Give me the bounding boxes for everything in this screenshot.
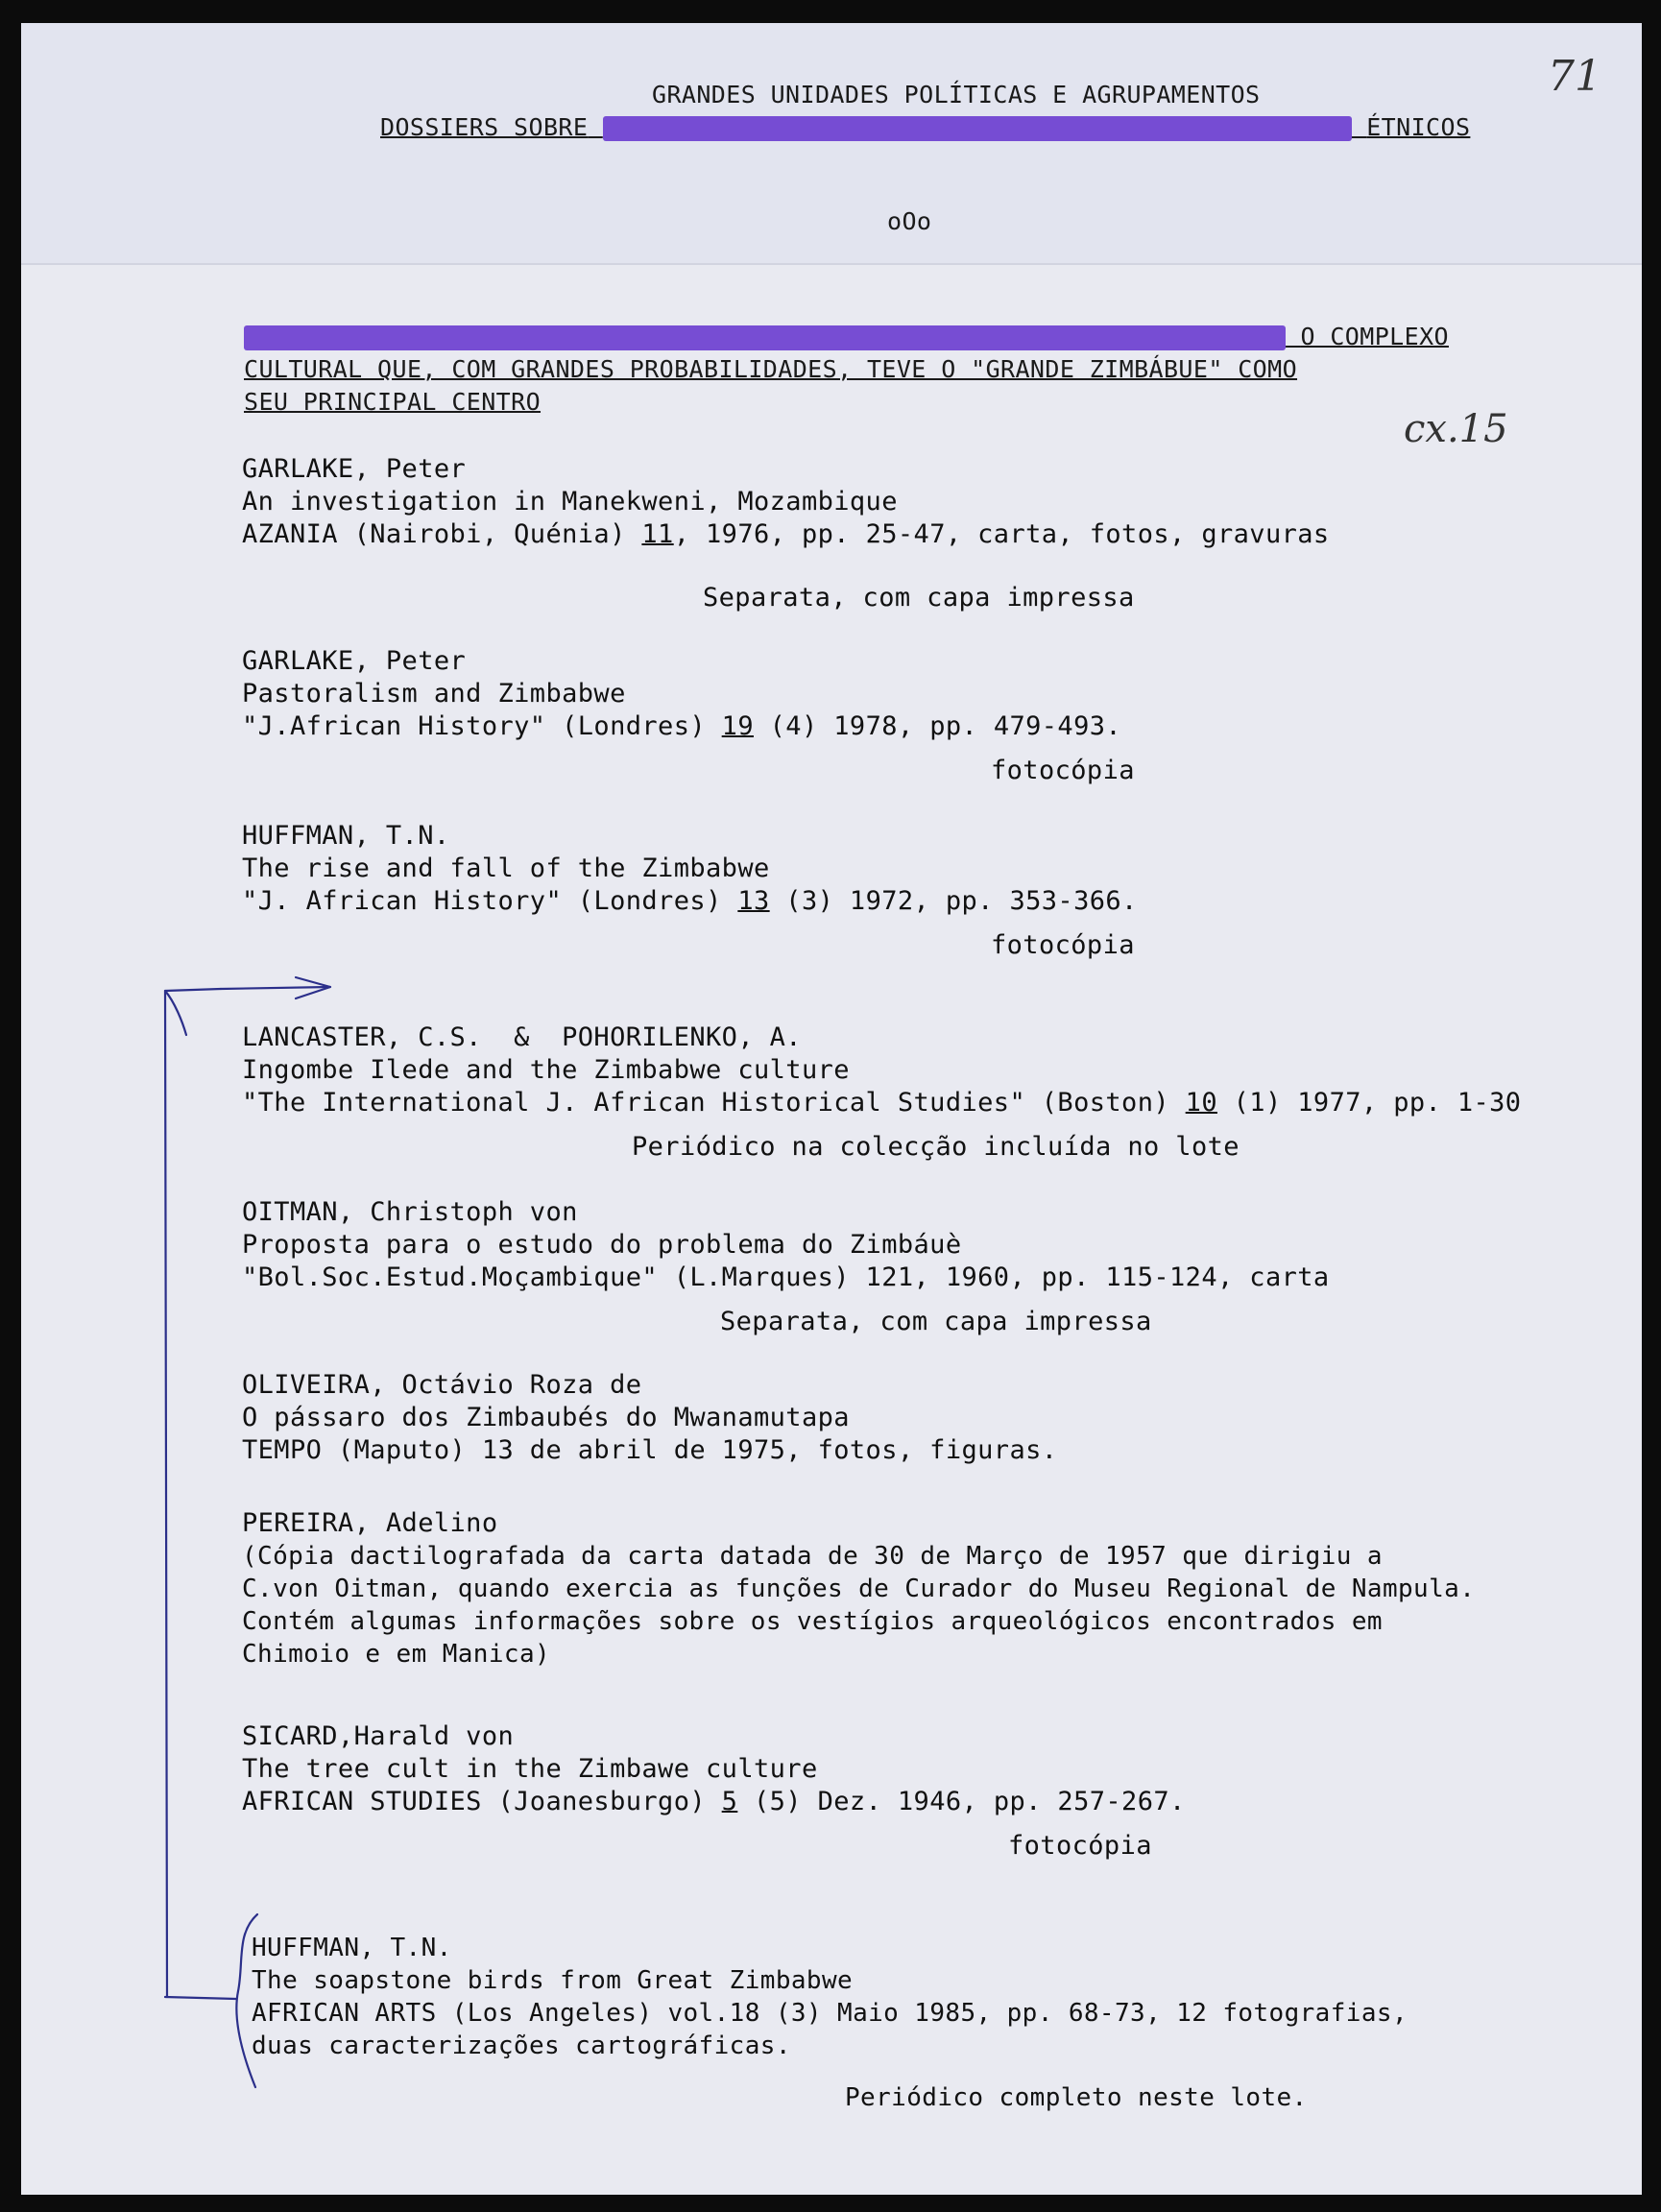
entry-author: LANCASTER, C.S. & POHORILENKO, A.	[242, 1022, 802, 1052]
entry-source: "Bol.Soc.Estud.Moçambique" (L.Marques) 121, 1960, pp. 115-124, carta	[242, 1262, 1330, 1292]
entry-author: SICARD,Harald von	[242, 1721, 515, 1751]
entry-source: "J.African History" (Londres) 19 (4) 1978, pp. 479-493.	[242, 711, 1122, 741]
entry-title: The rise and fall of the Zimbabwe	[242, 854, 770, 883]
bracket-flourish	[165, 991, 186, 1035]
section-heading-line1-end: O COMPLEXO	[1300, 323, 1449, 350]
section-heading-line3: SEU PRINCIPAL CENTRO	[244, 388, 542, 416]
entry-source: "The International J. African Historical Studies" (Boston) 10 (1) 1977, pp. 1-30	[242, 1088, 1522, 1118]
entry-bracket-brace	[236, 1914, 257, 2087]
entry-volume: 10	[1185, 1088, 1217, 1118]
entry-author: OLIVEIRA, Octávio Roza de	[242, 1370, 642, 1400]
entry-source-line2: duas caracterizações cartográficas.	[252, 2032, 791, 2060]
entry-title: Pastoralism and Zimbabwe	[242, 679, 626, 709]
entry-text-line: (Cópia dactilografada da carta datada de 30 de Março de 1957 que dirigiu a	[242, 1542, 1383, 1571]
entry-text-line: Chimoio e em Manica)	[242, 1640, 551, 1669]
entry-volume: 11	[641, 519, 674, 549]
entry-text-line: C.von Oitman, quando exercia as funções de Curador do Museu Regional de Nampula.	[242, 1575, 1476, 1603]
entry-note: Periódico completo neste lote.	[845, 2083, 1308, 2112]
entry-note: Separata, com capa impressa	[703, 583, 1135, 613]
arrow-shaft	[221, 987, 330, 989]
entry-author: GARLAKE, Peter	[242, 454, 467, 484]
entry-source: AZANIA (Nairobi, Quénia) 11, 1976, pp. 25-47, carta, fotos, gravuras	[242, 519, 1330, 549]
entry-volume: 19	[721, 711, 754, 741]
bracket-bottom-line	[165, 1997, 236, 1999]
header-separator: oOo	[887, 207, 932, 235]
entry-source: "J. African History" (Londres) 13 (3) 1972, pp. 353-366.	[242, 886, 1138, 916]
entry-title: An investigation in Manekweni, Mozambique	[242, 487, 898, 517]
section-heading-line2: CULTURAL QUE, COM GRANDES PROBABILIDADES, TEVE O "GRANDE ZIMBÁBUE" COMO	[244, 355, 1298, 383]
entry-author: OITMAN, Christoph von	[242, 1197, 578, 1227]
entry-text-line: Contém algumas informações sobre os vestígios arqueológicos encontrados em	[242, 1607, 1383, 1636]
entry-note: Periódico na colecção incluída no lote	[632, 1132, 1240, 1162]
entry-volume: 13	[737, 886, 770, 916]
bracket-line	[165, 989, 221, 1997]
document-page	[21, 23, 1642, 2195]
entry-source: TEMPO (Maputo) 13 de abril de 1975, fotos, figuras.	[242, 1435, 1058, 1465]
entry-title: The soapstone birds from Great Zimbabwe	[252, 1966, 854, 1995]
entry-source: AFRICAN STUDIES (Joanesburgo) 5 (5) Dez. 1946, pp. 257-267.	[242, 1787, 1186, 1816]
entry-title: O pássaro dos Zimbaubés do Mwanamutapa	[242, 1403, 850, 1432]
entry-title: Proposta para o estudo do problema do Zimbáuè	[242, 1230, 962, 1260]
handdrawn-arrow-bracket	[21, 23, 1642, 2195]
entry-author: PEREIRA, Adelino	[242, 1508, 498, 1538]
entry-title: The tree cult in the Zimbawe culture	[242, 1754, 818, 1784]
entry-author: HUFFMAN, T.N.	[252, 1934, 452, 1962]
entry-note: fotocópia	[991, 930, 1135, 960]
entry-note: fotocópia	[1008, 1831, 1152, 1861]
subtitle-start: DOSSIERS SOBRE	[380, 113, 589, 141]
header-title: GRANDES UNIDADES POLÍTICAS E AGRUPAMENTOS	[652, 81, 1261, 108]
entry-source: AFRICAN ARTS (Los Angeles) vol.18 (3) Maio 1985, pp. 68-73, 12 fotografias,	[252, 1999, 1408, 2028]
handwritten-page-number: 71	[1548, 52, 1601, 101]
subtitle-end: ÉTNICOS	[1366, 113, 1471, 141]
entry-note: Separata, com capa impressa	[720, 1307, 1152, 1336]
entry-author: HUFFMAN, T.N.	[242, 821, 450, 851]
entry-volume: 5	[721, 1787, 738, 1816]
handwritten-box-reference: cx.15	[1404, 407, 1508, 451]
entry-title: Ingombe Ilede and the Zimbabwe culture	[242, 1055, 850, 1085]
entry-note: fotocópia	[991, 756, 1135, 785]
entry-author: GARLAKE, Peter	[242, 646, 467, 676]
